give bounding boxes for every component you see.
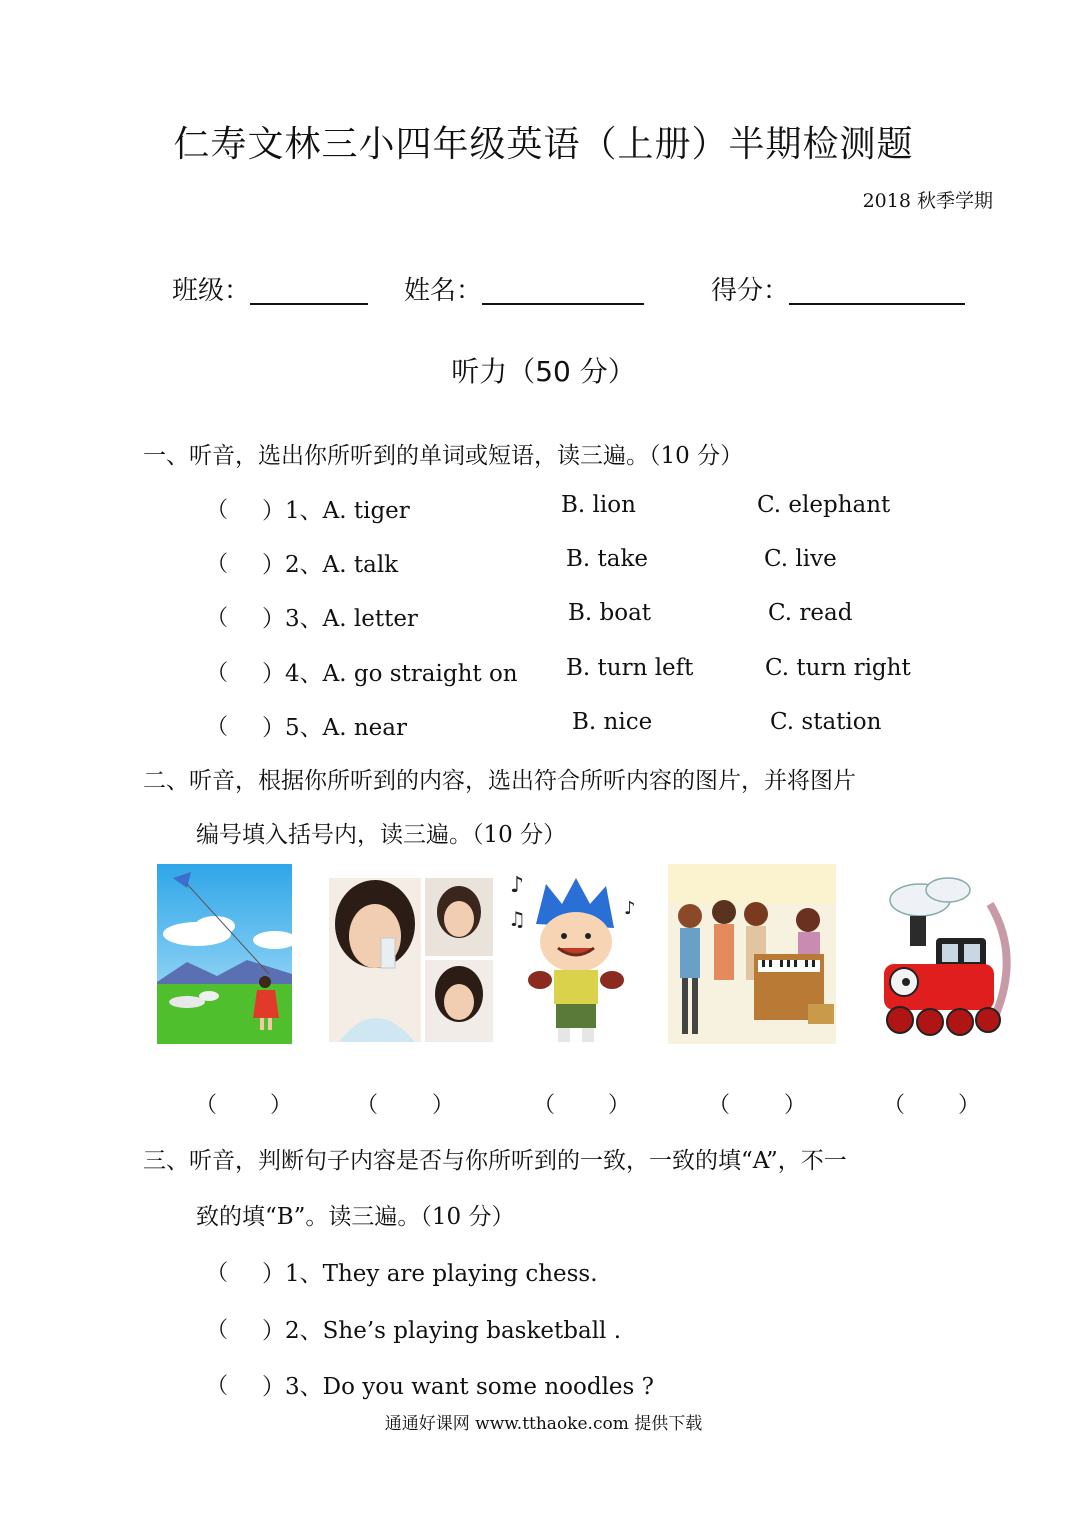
score-field	[711, 270, 965, 307]
score-blank	[789, 275, 965, 305]
part3-item: ）1、They are playing chess.	[262, 1261, 598, 1287]
part1-item-a: ）2、A. talk	[262, 552, 399, 578]
svg-text:♫: ♫	[508, 907, 526, 931]
part1-item-b: B. take	[566, 546, 649, 572]
answer-paren-open: （	[206, 606, 229, 631]
answer-paren-open: （	[206, 552, 229, 577]
class-field	[172, 270, 368, 307]
part1-item-a: ）3、A. letter	[262, 606, 418, 632]
part1-item-c: C. elephant	[757, 492, 891, 518]
name-field	[404, 270, 644, 307]
part1-item-c: C. station	[770, 709, 882, 735]
answer-paren-close: ）	[784, 1093, 807, 1118]
answer-paren-open: （	[206, 1374, 229, 1399]
part1-item-c: C. live	[764, 546, 837, 572]
answer-paren-open: （	[206, 661, 229, 686]
name-blank	[482, 275, 644, 305]
class-label: 班级：	[172, 276, 251, 306]
part2-heading: 二、听音，根据你所听到的内容，选出符合所听内容的图片，并将图片	[143, 768, 856, 794]
answer-paren-open: （	[533, 1093, 556, 1118]
svg-text:♪: ♪	[510, 873, 525, 898]
svg-text:♪: ♪	[624, 898, 636, 919]
children-singing-piano-image	[668, 864, 836, 1044]
answer-paren-open: （	[206, 715, 229, 740]
part3-item: ）2、She’s playing basketball .	[262, 1318, 622, 1344]
page-title: 仁寿文林三小四年级英语（上册）半期检测题	[173, 124, 914, 165]
part3-item: ）3、Do you want some noodles ?	[262, 1374, 654, 1400]
score-label: 得分：	[711, 276, 790, 306]
red-train-image	[870, 864, 1020, 1044]
answer-paren-open: （	[195, 1093, 218, 1118]
answer-paren-open: （	[883, 1093, 906, 1118]
part1-item-c: C. read	[768, 600, 853, 626]
answer-paren-open: （	[206, 498, 229, 523]
part1-item-b: B. nice	[572, 709, 653, 735]
answer-paren-open: （	[708, 1093, 731, 1118]
answer-paren-close: ）	[958, 1093, 981, 1118]
listening-heading: 听力（50 分）	[451, 355, 636, 388]
answer-paren-open: （	[206, 1318, 229, 1343]
part1-item-b: B. turn left	[566, 655, 694, 681]
woman-drinking-milk-image	[329, 864, 493, 1044]
boy-listening-music-image	[506, 864, 646, 1044]
answer-paren-close: ）	[270, 1093, 293, 1118]
part3-heading: 三、听音，判断句子内容是否与你所听到的一致，一致的填“A”，不一	[143, 1148, 847, 1174]
part2-heading-cont: 编号填入括号内，读三遍。（10 分）	[196, 822, 567, 848]
answer-paren-close: ）	[608, 1093, 631, 1118]
part1-heading: 一、听音，选出你所听到的单词或短语，读三遍。（10 分）	[143, 443, 744, 469]
answer-paren-open: （	[206, 1261, 229, 1286]
class-blank	[250, 275, 368, 305]
answer-paren-open: （	[356, 1093, 379, 1118]
page-footer: 通通好课网 www.tthaoke.com 提供下载	[384, 1414, 703, 1434]
part1-item-c: C. turn right	[765, 655, 911, 681]
term-label: 2018 秋季学期	[862, 190, 993, 212]
girl-flying-kite-image	[157, 864, 292, 1044]
part1-item-b: B. boat	[568, 600, 652, 626]
name-label: 姓名：	[404, 276, 483, 306]
part1-item-b: B. lion	[561, 492, 636, 518]
part1-item-a: ）4、A. go straight on	[262, 661, 518, 687]
part1-item-a: ）5、A. near	[262, 715, 407, 741]
part1-item-a: ）1、A. tiger	[262, 498, 410, 524]
answer-paren-close: ）	[432, 1093, 455, 1118]
part3-heading-cont: 致的填“B”。读三遍。（10 分）	[196, 1204, 515, 1230]
